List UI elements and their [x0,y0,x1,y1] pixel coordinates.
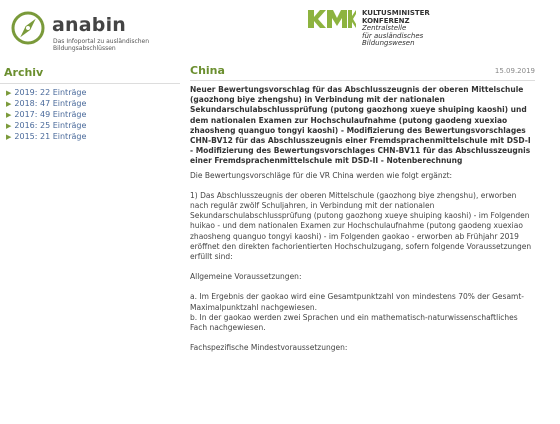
article-header [190,64,535,81]
archive-item-label: 2019: 22 Einträge [14,88,87,97]
article-main [190,64,535,353]
kmk-line: Zentralstelle [362,24,407,33]
anabin-compass-logo-icon[interactable] [10,10,46,46]
article-paragraph: b. In der gaokao werden zwei Sprachen und ein mathematisch-naturwissenschaftliches Fach nachgewiesen. [190,312,518,333]
tagline-line: Das Infoportal zu ausländischen [53,38,150,45]
archive-item-label: 2017: 49 Einträge [14,110,87,119]
kmk-line: Bildungswesen [362,39,415,48]
archive-item-label: 2018: 47 Einträge [14,99,87,108]
brand-tagline [53,38,173,52]
kmk-logo-icon[interactable] [308,10,356,28]
kmk-line: KONFERENZ [362,16,410,25]
triangle-right-icon: ▶ [6,122,12,130]
site-header [0,0,560,58]
kmk-line: für ausländisches [362,31,424,40]
archive-item-label: 2015: 21 Einträge [14,132,87,141]
spacer [190,262,535,272]
triangle-right-icon: ▶ [6,111,12,119]
article-title: China [190,64,225,77]
archive-item-label: 2016: 25 Einträge [14,121,87,130]
archive-item-2017[interactable] [0,110,180,121]
tagline-line: Bildungsabschlüssen [53,45,116,52]
spacer [190,333,535,343]
triangle-right-icon: ▶ [6,89,12,97]
article-paragraph: Fachspezifische Mindestvoraussetzungen: [190,343,348,353]
spacer [190,282,535,292]
article-date: 15.09.2019 [494,67,535,75]
kmk-line: KULTUSMINISTER [362,9,430,17]
article-paragraph: Allgemeine Voraussetzungen: [190,272,302,282]
triangle-right-icon: ▶ [6,100,12,108]
triangle-right-icon: ▶ [6,133,12,141]
kmk-wordmark [362,10,430,48]
article-paragraph: Die Bewertungsvorschläge für die VR China werden wie folgt ergänzt: [190,170,453,180]
brand-name[interactable]: anabin [52,14,127,36]
spacer [190,181,535,191]
archive-sidebar [0,64,180,143]
archive-item-2019[interactable] [0,88,180,99]
article-paragraph: 1) Das Abschlusszeugnis der oberen Mittelschule (gaozhong biye zhengshu), erworben nach regulär zwölf Schuljahren, in Verbindung mit der nationalen Sekundarschulabschlussprüfung (putong gaozhong xueye shuiping kaoshi) - im Folgenden huikao - und dem nationalen Examen zur Hochschulaufnahme (putong gaodeng xuexiao zhaosheng quanguo tongyi kaoshi) - im Folgenden gaokao - erworben ab Frühjahr 2019 eröffnet den direkten fachorientierten Hochschulzugang, sofern folgende Voraussetzungen erfüllt sind: [190,190,532,262]
article-paragraph: a. Im Ergebnis der gaokao wird eine Gesamtpunktzahl von mindestens 70% der Gesamt-Maximalpunktzahl nachgewiesen. [190,292,525,312]
archive-title: Archiv [0,64,180,84]
archive-item-2015[interactable] [0,132,180,143]
article-lead: Neuer Bewertungsvorschlag für das Abschlusszeugnis der oberen Mittelschule (gaozhong biye zhengshu) in Verbindung mit der nationalen Sekundarschulabschlussprüfung (putong gaozhong xueye shuiping kaoshi) und dem nationalen Examen zur Hochschulaufnahme (putong gaodeng xuexiao zhaosheng quanguo tongyi kaoshi) - Modifizierung des Bewertungsvorschlages CHN-BV12 für das Abschlusszeugnis einer Fremdsprachenmittelschule mit DSD-I - Modifizierung des Bewertungsvorschlages CHN-BV11 für das Abschlusszeugnis einer Fremdsprachenmittelschule mit DSD-II - Notenberechnung [190,85,531,166]
archive-item-2016[interactable] [0,121,180,132]
archive-item-2018[interactable] [0,99,180,110]
